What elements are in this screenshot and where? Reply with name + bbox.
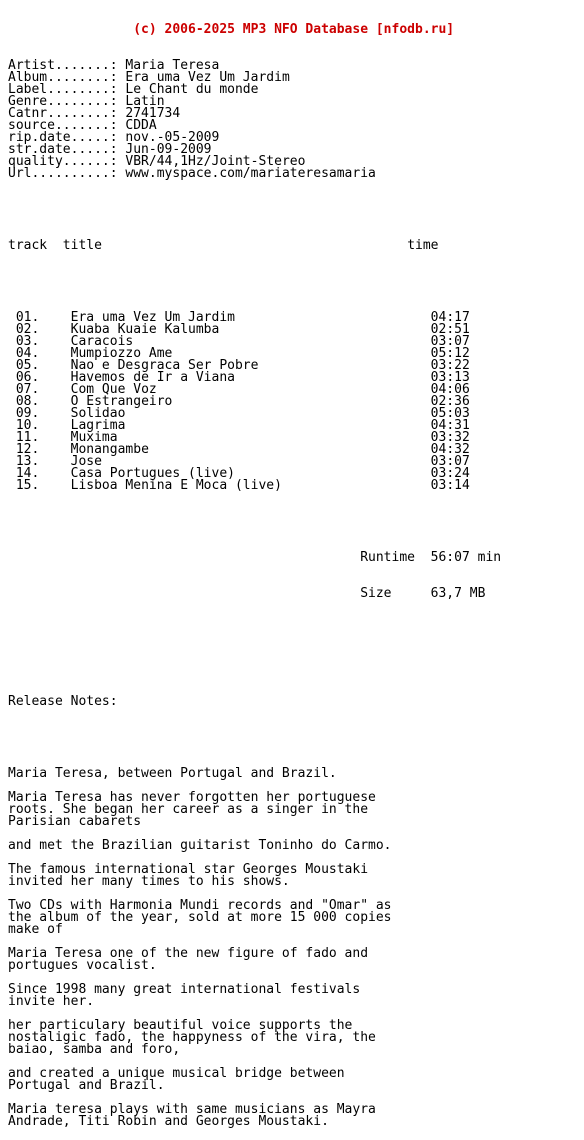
track-number: 05. (15, 358, 40, 373)
info-block (8, 60, 501, 180)
track-time: 05:12 (430, 346, 470, 361)
info-label: quality......: (8, 154, 126, 169)
blank-line (8, 1008, 501, 1020)
release-note-line: roots. She began her career as a singer in the (8, 802, 369, 817)
nfodb-header: (c) 2006-2025 MP3 NFO Database [nfodb.ru] (8, 22, 455, 37)
track-time: 03:07 (430, 334, 470, 349)
track-number: 01. (15, 310, 40, 325)
track-number: 11. (15, 430, 40, 445)
size-value: 63,7 MB (430, 586, 486, 601)
track-time: 03:14 (430, 478, 470, 493)
track-time: 03:24 (430, 466, 470, 481)
info-value: Jun-09-2009 (125, 142, 212, 157)
blank-line (8, 204, 501, 216)
track-time: 04:32 (430, 442, 470, 457)
blank-line (8, 1092, 501, 1104)
track-title: Mumpiozzo Ame (70, 346, 173, 361)
release-note-line: Two CDs with Harmonia Mundi records and "Omar" as (8, 898, 392, 913)
track-number: 13. (15, 454, 40, 469)
track-title: Nao e Desgraca Ser Pobre (70, 358, 259, 373)
track-title: Era uma Vez Um Jardim (70, 310, 235, 325)
blank-line (8, 732, 501, 744)
blank-line (8, 624, 501, 636)
track-number: 06. (15, 370, 40, 385)
track-time: 03:32 (430, 430, 470, 445)
track-title: Lagrima (70, 418, 126, 433)
runtime-row (8, 552, 501, 564)
info-value: CDDA (125, 118, 157, 133)
release-note-line: and created a unique musical bridge between (8, 1066, 345, 1081)
release-note-line: Andrade, Titi Robin and Georges Moustaki. (8, 1114, 329, 1129)
info-label: rip.date.....: (8, 130, 126, 145)
tracklist (8, 312, 501, 492)
blank-line (8, 660, 501, 672)
track-time: 03:13 (430, 370, 470, 385)
info-value: Maria Teresa (125, 58, 220, 73)
track-title: Caracois (70, 334, 134, 349)
info-label: source.......: (8, 118, 126, 133)
info-label: Url..........: (8, 166, 126, 181)
release-note-line: Since 1998 many great international festivals (8, 982, 361, 997)
tracklist-header-track: track (8, 238, 48, 253)
info-label: Catnr........: (8, 106, 126, 121)
release-note-line: Maria Teresa has never forgotten her portuguese (8, 790, 376, 805)
info-label: Artist.......: (8, 58, 126, 73)
release-note-line: invited her many times to his shows. (8, 874, 290, 889)
track-time: 04:17 (430, 310, 470, 325)
info-label: Label........: (8, 82, 126, 97)
release-note-line: baiao, samba and foro, (8, 1042, 181, 1057)
track-time: 04:31 (430, 418, 470, 433)
track-number: 03. (15, 334, 40, 349)
nfo-document (8, 0, 501, 1140)
track-title: Casa Portugues (live) (70, 466, 235, 481)
release-note-line: portugues vocalist. (8, 958, 157, 973)
blank-line (8, 972, 501, 984)
track-title: Monangambe (70, 442, 149, 457)
release-note-line: nostaligic fado, the happyness of the vira, the (8, 1030, 376, 1045)
track-title: Muxima (70, 430, 118, 445)
tracklist-header-title: title (62, 238, 102, 253)
track-time: 02:36 (430, 394, 470, 409)
release-note-line: Parisian cabarets (8, 814, 142, 829)
release-note-line: Maria Teresa, between Portugal and Brazil. (8, 766, 337, 781)
track-time: 04:06 (430, 382, 470, 397)
blank-line (8, 276, 501, 288)
release-note-line: Portugal and Brazil. (8, 1078, 165, 1093)
track-number: 04. (15, 346, 40, 361)
info-value: 2741734 (125, 106, 181, 121)
blank-line (8, 936, 501, 948)
track-number: 02. (15, 322, 40, 337)
info-label: Genre........: (8, 94, 126, 109)
release-notes-heading: Release Notes: (8, 694, 118, 709)
info-value: Era uma Vez Um Jardim (125, 70, 290, 85)
info-row (8, 168, 501, 180)
track-number: 09. (15, 406, 40, 421)
track-title: Havemos de Ir a Viana (70, 370, 235, 385)
track-time: 03:07 (430, 454, 470, 469)
blank-line (8, 516, 501, 528)
release-note-line: her particulary beautiful voice supports the (8, 1018, 353, 1033)
track-title: Lisboa Menina E Moca (live) (70, 478, 282, 493)
track-number: 12. (15, 442, 40, 457)
track-title: Jose (70, 454, 102, 469)
release-note-line: and met the Brazilian guitarist Toninho do Carmo. (8, 838, 392, 853)
track-number: 07. (15, 382, 40, 397)
info-value: VBR/44,1Hz/Joint-Stereo (125, 154, 306, 169)
track-number: 08. (15, 394, 40, 409)
track-title: Solidao (70, 406, 126, 421)
track-title: O Estrangeiro (70, 394, 173, 409)
release-note-line: make of (8, 922, 63, 937)
track-row (8, 480, 501, 492)
release-note-line: Maria Teresa one of the new figure of fado and (8, 946, 369, 961)
runtime-label: Runtime (360, 550, 415, 565)
info-value: nov.-05-2009 (125, 130, 220, 145)
size-label: Size (360, 586, 392, 601)
tracklist-header-time: time (407, 238, 439, 253)
blank-line (8, 1056, 501, 1068)
info-value: Le Chant du monde (125, 82, 259, 97)
info-value: www.myspace.com/mariateresamaria (125, 166, 376, 181)
release-note-line: Maria teresa plays with same musicians as Mayra (8, 1102, 376, 1117)
size-row (8, 588, 501, 600)
release-note-line: The famous international star Georges Moustaki (8, 862, 369, 877)
info-value: Latin (125, 94, 165, 109)
track-title: Kuaba Kuaie Kalumba (70, 322, 220, 337)
track-number: 10. (15, 418, 40, 433)
track-time: 03:22 (430, 358, 470, 373)
runtime-value: 56:07 min (430, 550, 502, 565)
release-note-line: the album of the year, sold at more 15 000 copies (8, 910, 392, 925)
info-label: Album........: (8, 70, 126, 85)
tracklist-header (8, 240, 501, 252)
blank-line (8, 888, 501, 900)
track-time: 05:03 (430, 406, 470, 421)
release-notes (8, 768, 501, 1128)
track-title: Com Que Voz (70, 382, 157, 397)
track-time: 02:51 (430, 322, 470, 337)
info-label: str.date.....: (8, 142, 126, 157)
track-number: 14. (15, 466, 40, 481)
release-note-line: invite her. (8, 994, 95, 1009)
track-number: 15. (15, 478, 40, 493)
